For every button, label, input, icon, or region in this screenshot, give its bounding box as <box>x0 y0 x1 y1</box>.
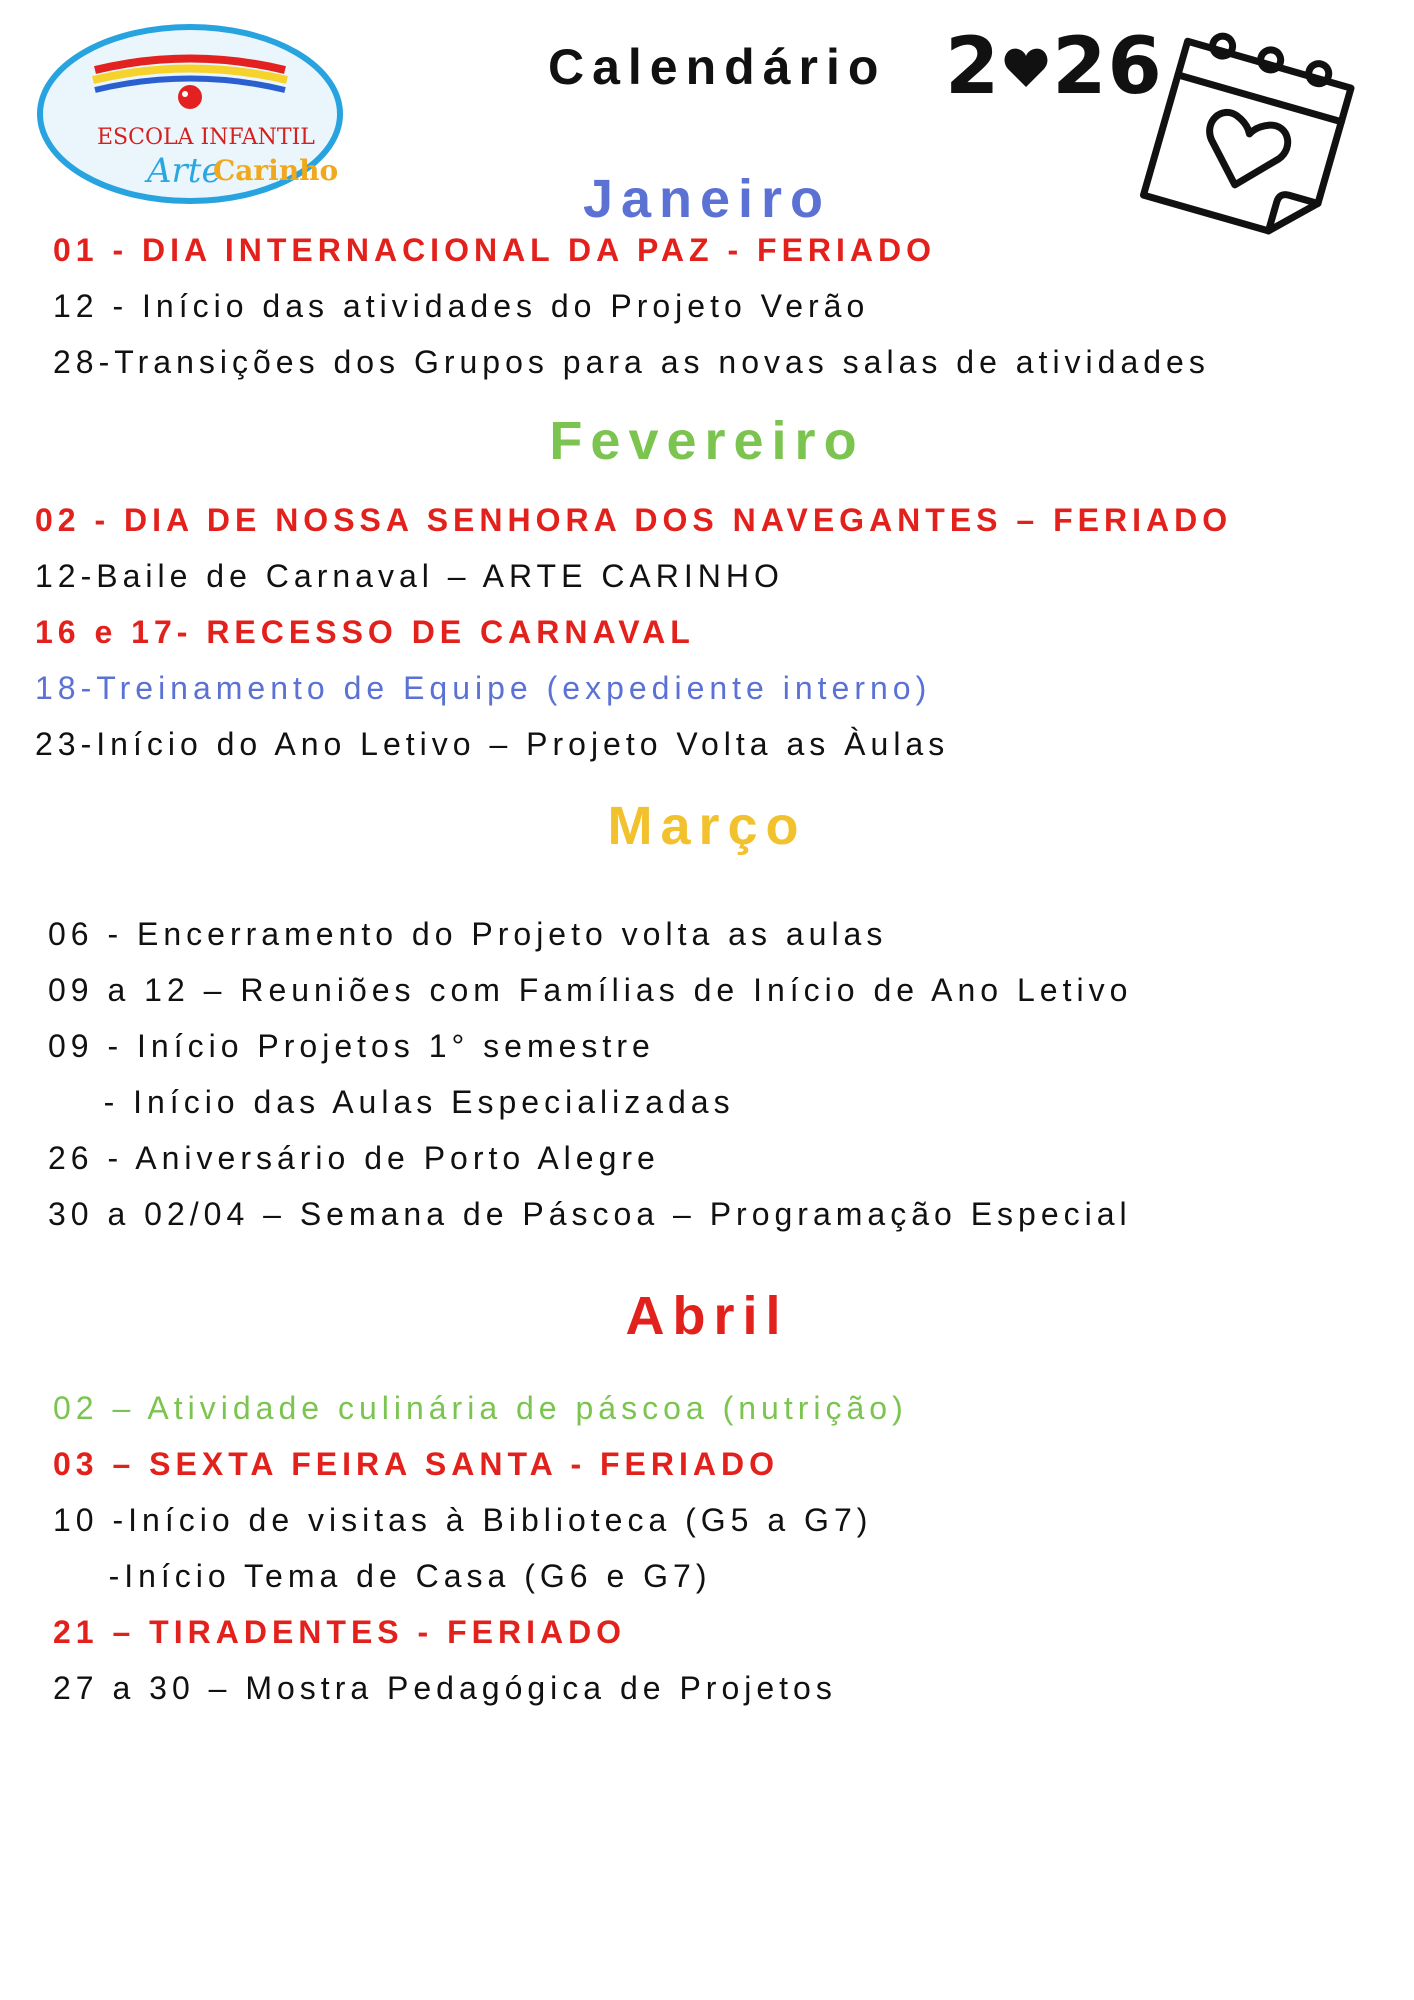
event-item: 03 – SEXTA FEIRA SANTA - FERIADO <box>53 1446 779 1482</box>
event-item: 12 - Início das atividades do Projeto Verão <box>53 288 870 324</box>
event-item: -Início Tema de Casa (G6 e G7) <box>53 1558 712 1594</box>
event-item: 06 - Encerramento do Projeto volta as aulas <box>48 916 888 952</box>
event-item: 10 -Início de visitas à Biblioteca (G5 a G7) <box>53 1502 873 1538</box>
month-heading-marco: Março <box>607 796 807 856</box>
year-digits-right: 26 <box>1052 22 1163 112</box>
event-item: 09 a 12 – Reuniões com Famílias de Início de Ano Letivo <box>48 972 1133 1008</box>
event-item: 27 a 30 – Mostra Pedagógica de Projetos <box>53 1670 837 1706</box>
month-heading-fevereiro: Fevereiro <box>549 411 865 471</box>
event-item: 30 a 02/04 – Semana de Páscoa – Programação Especial <box>48 1196 1132 1232</box>
event-item: 16 e 17- RECESSO DE CARNAVAL <box>35 614 695 650</box>
logo-word-carinho: Carinho <box>213 154 339 187</box>
month-heading-janeiro: Janeiro <box>582 169 832 229</box>
month-heading-abril: Abril <box>625 1286 789 1346</box>
logo-school-name: ESCOLA INFANTIL <box>97 125 315 150</box>
event-item: 09 - Início Projetos 1° semestre <box>48 1028 655 1064</box>
event-item: 26 - Aniversário de Porto Alegre <box>48 1140 660 1176</box>
event-item: 23-Início do Ano Letivo – Projeto Volta as Àulas <box>35 726 950 762</box>
event-item: 01 - DIA INTERNACIONAL DA PAZ - FERIADO <box>53 232 937 268</box>
event-item: 02 – Atividade culinária de páscoa (nutrição) <box>53 1390 908 1426</box>
event-item: 12-Baile de Carnaval – ARTE CARINHO <box>35 558 784 594</box>
year-label <box>945 22 1163 112</box>
event-item: 21 – TIRADENTES - FERIADO <box>53 1614 627 1650</box>
year-digit-left: 2 <box>945 22 1001 112</box>
event-item: 28-Transições dos Grupos para as novas salas de atividades <box>53 344 1210 380</box>
logo-word-arte: Arte <box>147 151 222 191</box>
page-title: Calendário <box>548 39 887 95</box>
event-item: 18-Treinamento de Equipe (expediente interno) <box>35 670 932 706</box>
event-item: - Início das Aulas Especializadas <box>48 1084 735 1120</box>
event-item: 02 - DIA DE NOSSA SENHORA DOS NAVEGANTES – FERIADO <box>35 502 1233 538</box>
heart-icon <box>1002 43 1050 91</box>
